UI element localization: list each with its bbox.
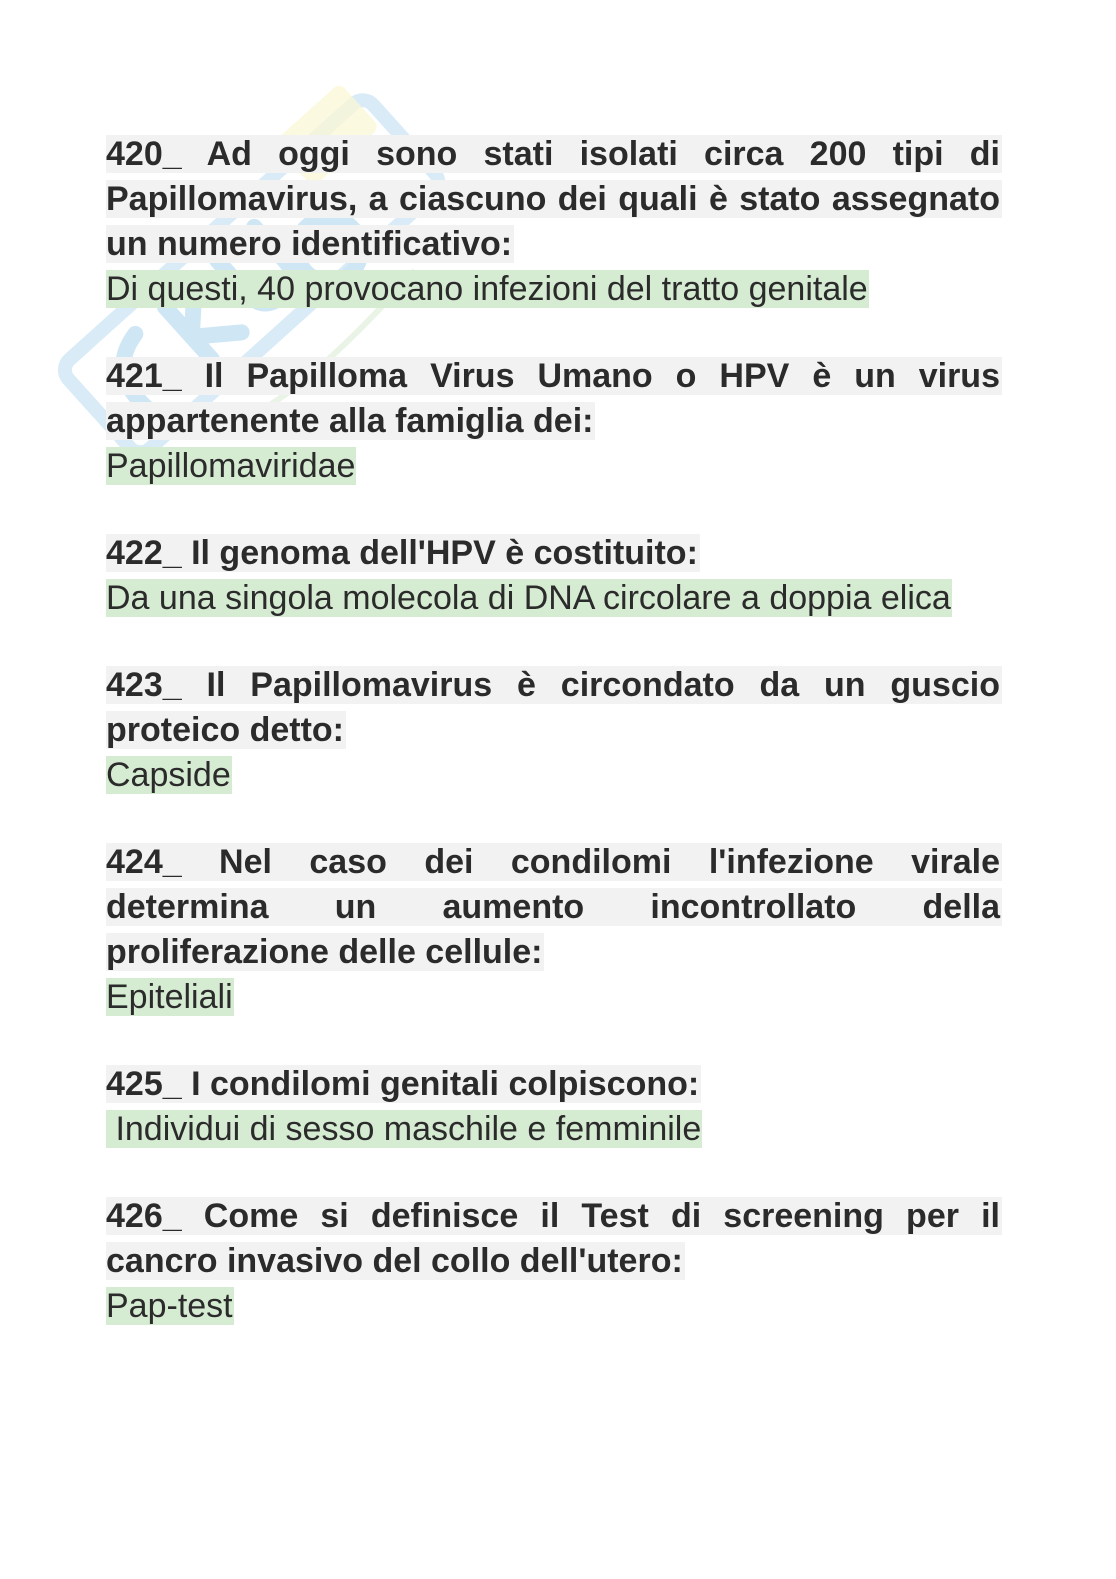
qa-item (106, 531, 1002, 621)
answer-text: Epiteliali (106, 978, 233, 1016)
answer-text: Papillomaviridae (106, 447, 356, 485)
answer-text: Capside (106, 756, 231, 794)
qa-item (106, 354, 1002, 489)
question-text: 425_ I condilomi genitali colpiscono: (106, 1065, 700, 1103)
qa-item (106, 663, 1002, 798)
answer-text: Da una singola molecola di DNA circolare a doppia elica (106, 579, 951, 617)
qa-item (106, 1062, 1002, 1152)
question-text: 421_ Il Papilloma Virus Umano o HPV è un virus appartenente alla famiglia dei: (106, 357, 1000, 440)
qa-item (106, 840, 1002, 1020)
document-body (106, 132, 1002, 1329)
qa-item (106, 132, 1002, 312)
question-text: 422_ Il genoma dell'HPV è costituito: (106, 534, 698, 572)
answer-text: Individui di sesso maschile e femminile (106, 1110, 702, 1148)
qa-item (106, 1194, 1002, 1329)
answer-text: Pap-test (106, 1287, 233, 1325)
question-text: 420_ Ad oggi sono stati isolati circa 200 tipi di Papillomavirus, a ciascuno dei quali è stato assegnato un numero identificativo: (106, 135, 1000, 263)
question-text: 426_ Come si definisce il Test di screening per il cancro invasivo del collo dell'utero: (106, 1197, 1000, 1280)
question-text: 423_ Il Papillomavirus è circondato da un guscio proteico detto: (106, 666, 1000, 749)
question-text: 424_ Nel caso dei condilomi l'infezione virale determina un aumento incontrollato della proliferazione delle cellule: (106, 843, 1000, 971)
answer-text: Di questi, 40 provocano infezioni del tratto genitale (106, 270, 868, 308)
